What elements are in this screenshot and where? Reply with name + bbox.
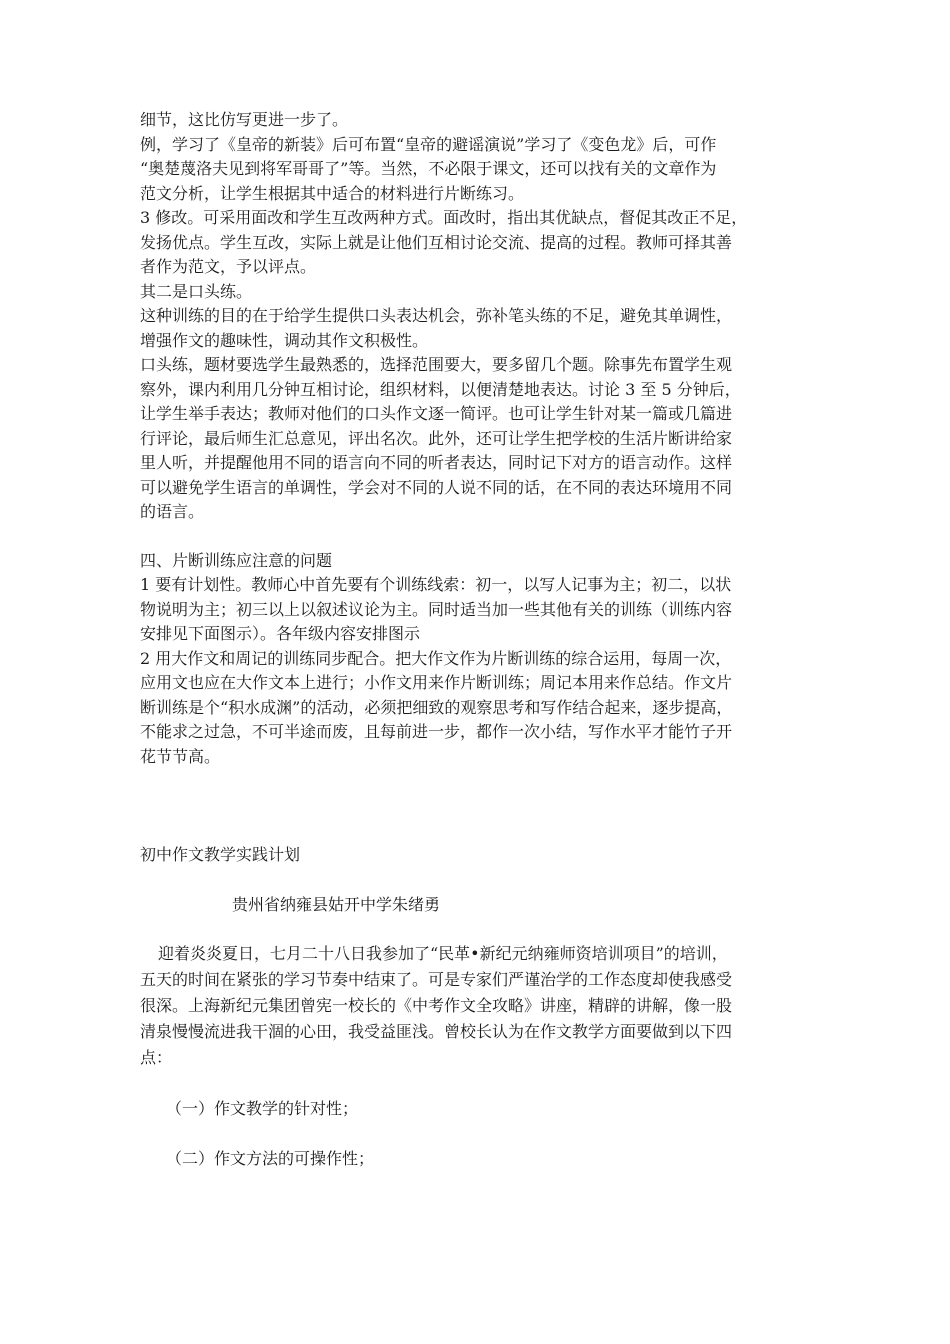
text-line: 范文分析，让学生根据其中适合的材料进行片断练习。	[140, 183, 525, 203]
text-line: 其二是口头练。	[140, 281, 253, 301]
text-line: 花节节高。	[140, 746, 221, 766]
article-author: 贵州省纳雍县姑开中学朱绪勇	[232, 895, 441, 914]
text-line: 例，学习了《皇帝的新装》后可布置“皇帝的避谣演说”学习了《变色龙》后，可作	[140, 134, 717, 154]
text-line: 者作为范文，予以评点。	[140, 257, 317, 276]
text-line: 细节，这比仿写更进一步了。	[140, 110, 349, 129]
text-line: 2 用大作文和周记的训练同步配合。把大作文作为片断训练的综合运用，每周一次，	[140, 648, 732, 668]
point-item: （二）作文方法的可操作性；	[166, 1149, 375, 1168]
text-line: 察外，课内利用几分钟互相讨论，组织材料，以便清楚地表达。讨论 3 至 5 分钟后，	[140, 379, 741, 399]
text-line: 可以避免学生语言的单调性，学会对不同的人说不同的话，在不同的表达环境用不同	[140, 477, 733, 497]
paragraph-gap	[140, 525, 820, 549]
intro-line: 五天的时间在紧张的学习节奏中结束了。可是专家们严谨治学的工作态度却使我感受	[140, 970, 733, 989]
text-line: 发扬优点。学生互改，实际上就是让他们互相讨论交流、提高的过程。教师可择其善	[140, 232, 733, 252]
text-line: 物说明为主；初三以上以叙述议论为主。同时适当加一些其他有关的训练（训练内容	[140, 599, 733, 619]
text-line: 断训练是个“积水成渊”的活动，必须把细致的观察思考和写作结合起来，逐步提高，	[140, 697, 733, 717]
text-line: 里人听，并提醒他用不同的语言向不同的听者表达，同时记下对方的语言动作。这样	[140, 453, 733, 472]
text-line: 的语言。	[140, 502, 205, 521]
intro-line: 点：	[140, 1048, 173, 1067]
intro-paragraph	[140, 941, 820, 1071]
article-title: 初中作文教学实践计划	[140, 845, 301, 864]
intro-line: 迎着炎炎夏日，七月二十八日我参加了“民革•新纪元纳雍师资培训项目”的培训，	[158, 944, 728, 963]
text-line: 增强作文的趣味性，调动其作文积极性。	[140, 330, 429, 350]
article	[140, 843, 820, 1171]
point-gap	[140, 1121, 820, 1147]
section-gap	[140, 769, 820, 843]
point-item: （一）作文教学的针对性；	[166, 1099, 359, 1118]
intro-line: 很深。上海新纪元集团曾宪一校长的《中考作文全攻略》讲座，精辟的讲解，像一股	[140, 996, 733, 1015]
section-heading: 四、片断训练应注意的问题	[140, 550, 333, 570]
document-page	[140, 108, 820, 1171]
section-a	[140, 108, 820, 525]
intro-line: 清泉慢慢流进我干涸的心田，我受益匪浅。曾校长认为在作文教学方面要做到以下四	[140, 1022, 733, 1041]
text-line: 安排见下面图示）。各年级内容安排图示	[140, 624, 421, 643]
text-line: 1 要有计划性。教师心中首先要有个训练线索：初一，以写人记事为主；初二，以状	[140, 575, 732, 594]
text-line: 应用文也应在大作文本上进行；小作文用来作片断训练；周记本用来作总结。作文片	[140, 673, 733, 692]
author-gap	[140, 917, 820, 941]
text-line: 行评论，最后师生汇总意见，评出名次。此外，还可让学生把学校的生活片断讲给家	[140, 428, 733, 448]
text-line: 口头练，题材要选学生最熟悉的，选择范围要大，要多留几个题。除事先布置学生观	[140, 355, 733, 374]
text-line: 让学生举手表达；教师对他们的口头作文逐一简评。也可让学生针对某一篇或几篇进	[140, 404, 733, 423]
text-line: “奥楚蔑洛夫见到将军哥哥了”等。当然，不必限于课文，还可以找有关的文章作为	[140, 159, 717, 178]
section-b	[140, 549, 820, 770]
text-line: 不能求之过急，不可半途而废，且每前进一步，都作一次小结，写作水平才能竹子开	[140, 722, 733, 741]
text-line: 这种训练的目的在于给学生提供口头表达机会，弥补笔头练的不足，避免其单调性，	[140, 306, 733, 325]
title-gap	[140, 867, 820, 893]
text-line: 3 修改。可采用面改和学生互改两种方式。面改时，指出其优缺点，督促其改正不足，	[140, 208, 748, 227]
intro-gap	[140, 1071, 820, 1097]
